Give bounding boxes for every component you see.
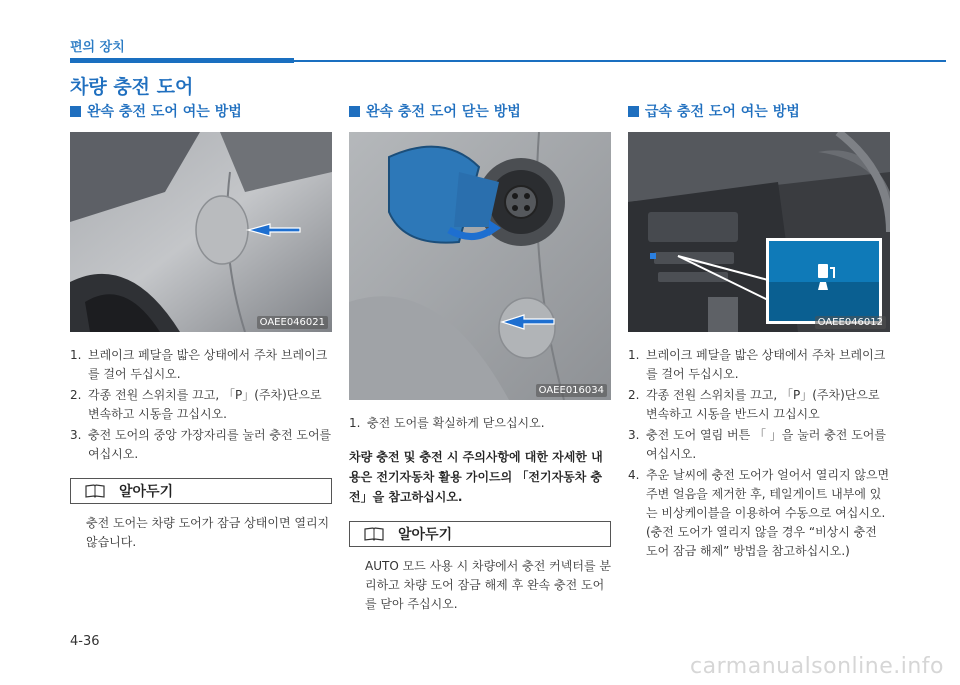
step-number: 1. (70, 348, 82, 362)
photo-code: OAEE046021 (257, 316, 328, 329)
list-item (628, 386, 890, 424)
list-item (349, 414, 611, 433)
section-heading-text: 급속 충전 도어 여는 방법 (645, 104, 800, 120)
bold-reference-note: 차량 충전 및 충전 시 주의사항에 대한 자세한 내용은 전기자동차 활용 가이드의 「전기자동차 충전」을 참고하십시오. (349, 450, 603, 504)
page-number: 4-36 (70, 634, 100, 649)
header-rule-thick (70, 58, 294, 63)
step-number: 3. (628, 428, 640, 442)
section-heading (628, 100, 890, 122)
step-number: 1. (628, 348, 640, 362)
step-text: 충전 도어 열림 버튼 「 」을 눌러 충전 도어를 여십시오. (646, 428, 886, 461)
photo-code: OAEE016034 (536, 384, 607, 397)
steps-list (70, 346, 332, 464)
step-number: 4. (628, 468, 640, 482)
section-heading-text: 완속 충전 도어 닫는 방법 (366, 104, 521, 120)
square-bullet-icon (70, 106, 81, 117)
book-icon (364, 527, 384, 541)
note-title: 알아두기 (398, 527, 453, 543)
list-item (628, 466, 890, 561)
photo-fast-charge-button (628, 132, 890, 332)
section-heading (70, 100, 332, 122)
photo-slow-charge-door (70, 132, 332, 332)
step-text: 각종 전원 스위치를 끄고, 「P」(주차)단으로 변속하고 시동을 끄십시오. (88, 388, 322, 421)
step-text: 충전 도어의 중앙 가장자리를 눌러 충전 도어를 여십시오. (88, 428, 332, 461)
car-side-illustration (70, 132, 332, 332)
column-slow-charge-open (70, 100, 332, 552)
square-bullet-icon (628, 106, 639, 117)
step-number: 1. (349, 416, 361, 430)
photo-charge-door-close (349, 132, 611, 400)
note-text: AUTO 모드 사용 시 차량에서 충전 커넥터를 분리하고 차량 도어 잠금 해제 후 완속 충전 도어를 닫아 주십시오. (365, 559, 611, 611)
photo-code: OAEE046012 (815, 316, 886, 329)
section-label: 편의 장치 (70, 40, 125, 55)
step-number: 3. (70, 428, 82, 442)
page-title: 차량 충전 도어 (70, 76, 194, 98)
note-text: 충전 도어는 차량 도어가 잠금 상태이면 열리지 않습니다. (86, 516, 330, 549)
step-text: 추운 날씨에 충전 도어가 얼어서 열리지 않으면 주변 얼음을 제거한 후, 테일게이트 내부에 있는 비상케이블을 이용하여 수동으로 여십시오. (충전 도어가 열리지 않을 경우 “비상시 충전 도어 잠금 해제” 방법을 참고하십시오.) (646, 468, 890, 558)
list-item (70, 426, 332, 464)
dashboard-illustration (628, 132, 890, 332)
list-item (70, 346, 332, 384)
charge-port-illustration (349, 132, 611, 400)
step-number: 2. (628, 388, 640, 402)
list-item (628, 346, 890, 384)
step-text: 충전 도어를 확실하게 닫으십시오. (367, 416, 545, 430)
steps-list (628, 346, 890, 561)
section-heading (349, 100, 611, 122)
list-item (70, 386, 332, 424)
section-heading-text: 완속 충전 도어 여는 방법 (87, 104, 242, 120)
step-text: 브레이크 페달을 밟은 상태에서 주차 브레이크를 걸어 두십시오. (88, 348, 328, 381)
steps-list (349, 414, 611, 433)
header-rule-thin (294, 60, 946, 62)
column-slow-charge-close (349, 100, 611, 614)
note-title: 알아두기 (119, 484, 174, 500)
square-bullet-icon (349, 106, 360, 117)
column-fast-charge-open (628, 100, 890, 563)
note-box (349, 521, 611, 547)
step-number: 2. (70, 388, 82, 402)
step-text: 각종 전원 스위치를 끄고, 「P」(주차)단으로 변속하고 시동을 반드시 끄십시오 (646, 388, 880, 421)
list-item (628, 426, 890, 464)
step-text: 브레이크 페달을 밟은 상태에서 주차 브레이크를 걸어 두십시오. (646, 348, 886, 381)
book-icon (85, 484, 105, 498)
watermark: carmanualsonline.info (690, 654, 944, 679)
note-box (70, 478, 332, 504)
